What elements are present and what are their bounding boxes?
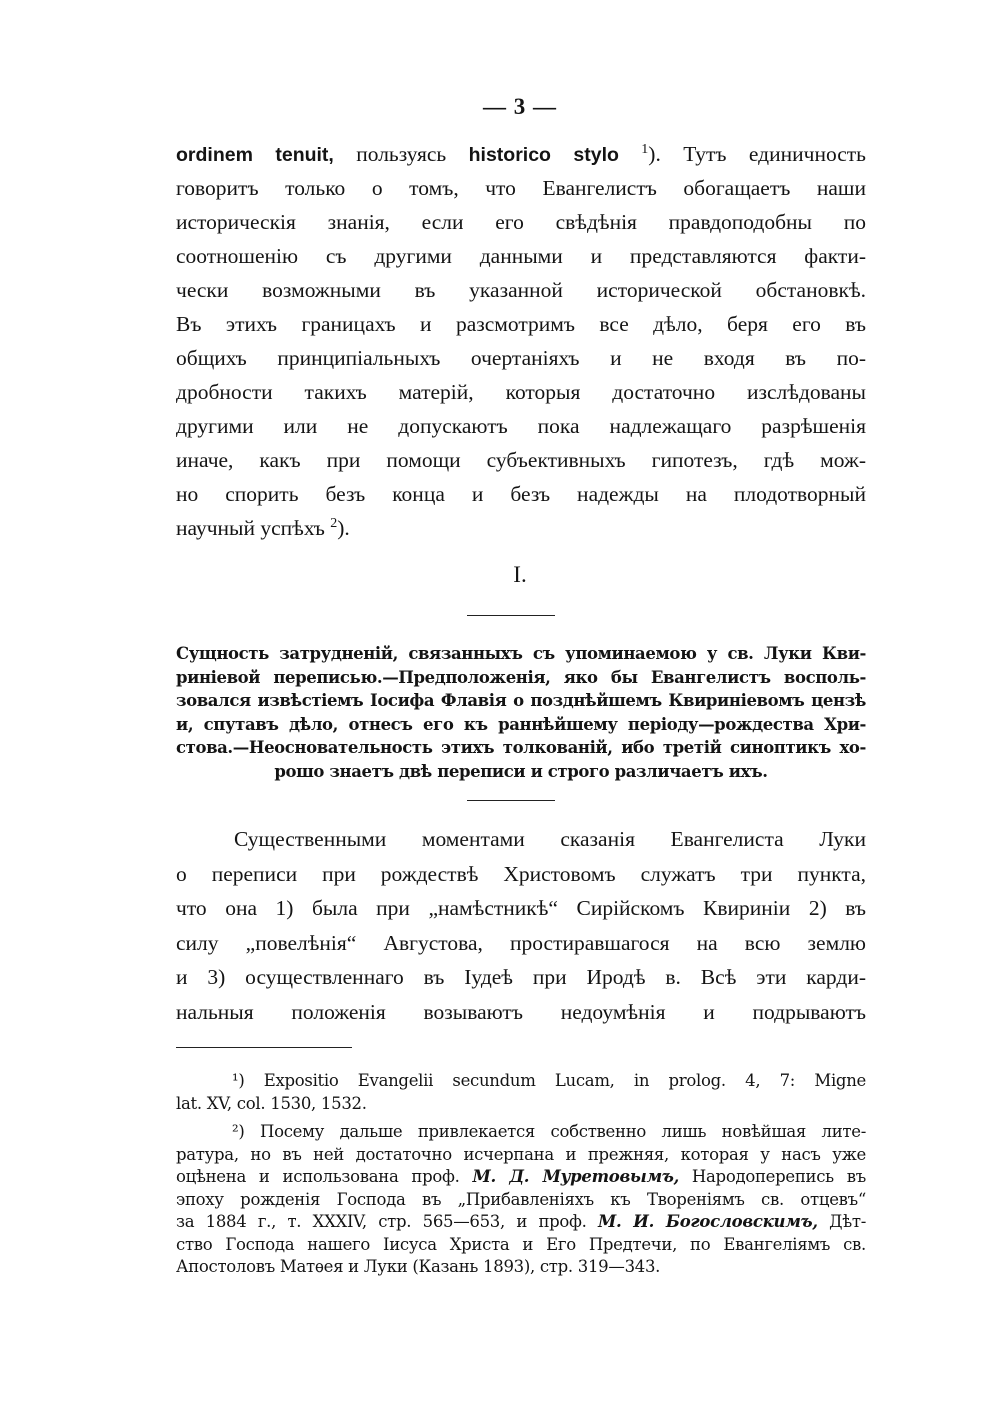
text-line: соотношенію съ другими данными и представляются факти- [176, 244, 866, 268]
text-span: ). Тутъ единичность [648, 142, 866, 166]
footnote-line [176, 1166, 866, 1189]
footnotes [176, 1070, 866, 1279]
text-span: оцѣнена и использована проф. [176, 1167, 473, 1186]
footnote-reference[interactable]: 2 [330, 515, 338, 531]
text-line: иначе, какъ при помощи субъективныхъ гипотезъ, гдѣ мож- [176, 448, 866, 472]
intro-paragraph [176, 137, 866, 545]
author-name: М. Д. Муретовымъ, [472, 1167, 679, 1186]
summary-line: рошо знаетъ двѣ переписи и строго различаетъ ихъ. [274, 761, 768, 781]
author-name: М. И. Богословскимъ, [598, 1212, 818, 1231]
text-line: Въ этихъ границахъ и разсмотримъ все дѣло, беря его въ [176, 312, 866, 336]
text-line: говоритъ только о томъ, что Евангелистъ обогащаетъ наши [176, 176, 866, 200]
text-span: ). [337, 516, 350, 540]
footnote-line [176, 1211, 866, 1234]
footnote-1 [176, 1070, 866, 1093]
divider-rule [467, 615, 555, 616]
text-span: Дѣт- [817, 1212, 866, 1231]
text-line [176, 511, 866, 545]
latin-phrase: historico stylo [468, 144, 619, 166]
text-line: и 3) осуществленнаго въ Іудеѣ при Иродѣ в. Всѣ эти карди- [176, 965, 866, 989]
text-span: пользуясь [333, 142, 469, 166]
footnote-line: Апостоловъ Матѳея и Луки (Казань 1893), стр. 319—343. [176, 1257, 661, 1276]
text-line: но спорить безъ конца и безъ надежды на плодотворный [176, 482, 866, 506]
body-paragraph [176, 822, 866, 1029]
summary-line: и, спутавъ дѣло, отнесъ его къ раннѣйшему періоду—рождества Хри- [176, 714, 866, 734]
summary-line: риніевой переписью.—Предположенія, яко бы Евангелистъ восполь- [176, 667, 866, 687]
text-span: Посему дальше привлекается собственно лишь новѣйшая лите- [244, 1122, 866, 1141]
text-line: дробности такихъ матерій, которыя достаточно изслѣдованы [176, 380, 866, 404]
footnote-separator [176, 1047, 352, 1048]
text-line: о переписи при рождествѣ Христовомъ служатъ три пункта, [176, 861, 866, 886]
footnote-line: lat. XV, col. 1530, 1532. [176, 1093, 367, 1113]
footnote-line: ратура, но въ ней достаточно исчерпана и прежняя, которая у насъ уже [176, 1144, 866, 1164]
text-line: что она 1) была при „намѣстникѣ“ Сирійскомъ Квириніи 2) въ [176, 896, 866, 920]
text-line: нальныя положенія возываютъ недоумѣнія и подрываютъ [176, 999, 866, 1024]
text-line: историческія знанія, если его свѣдѣнія правдоподобны по [176, 210, 866, 234]
section-heading: I. [513, 562, 527, 587]
page-number: — 3 — [483, 94, 557, 119]
text-span: за 1884 г., т. XXXIV, стр. 565—653, и проф. [176, 1212, 598, 1231]
footnote-mark: ²) [232, 1122, 245, 1141]
summary-line: зовался извѣстіемъ Іосифа Флавія о позднѣйшемъ Квириніевомъ цензѣ [176, 691, 866, 710]
summary-line: Сущность затрудненій, связанныхъ съ упоминаемою у св. Луки Кви- [176, 644, 866, 663]
text-line: чески возможными въ указанной исторической обстановкѣ. [176, 278, 866, 302]
text-span: Expositio Evangelii secundum Lucam, in prolog. 4, 7: Migne [244, 1071, 866, 1090]
text-line: Существенными моментами сказанія Евангелиста Луки [234, 827, 866, 851]
divider-rule [467, 800, 555, 801]
summary-line: стова.—Неосновательность этихъ толкованій, ибо третій синоптикъ хо- [176, 738, 866, 757]
text-line [176, 137, 866, 171]
section-summary [176, 642, 866, 783]
footnote-reference[interactable]: 1 [641, 141, 649, 157]
footnote-line: ство Господа нашего Іисуса Христа и Его Предтечи, по Евангеліямъ св. [176, 1234, 866, 1254]
footnote-2 [176, 1121, 866, 1144]
text-line: общихъ принципіальныхъ очертаніяхъ и не входя въ по- [176, 346, 866, 370]
footnote-mark: ¹) [232, 1071, 245, 1090]
text-line: другими или не допускаютъ пока надлежащаго разрѣшенія [176, 414, 866, 438]
latin-phrase: ordinem tenuit, [176, 144, 334, 166]
text-span: Народоперепись въ [679, 1167, 866, 1186]
footnote-line: эпоху рожденія Господа въ „Прибавленіяхъ къ Твореніямъ св. отцевъ“ [176, 1189, 866, 1209]
text-span: научный успѣхъ [176, 516, 331, 540]
text-line: силу „повелѣнія“ Августова, простиравшагося на всю землю [176, 930, 866, 955]
